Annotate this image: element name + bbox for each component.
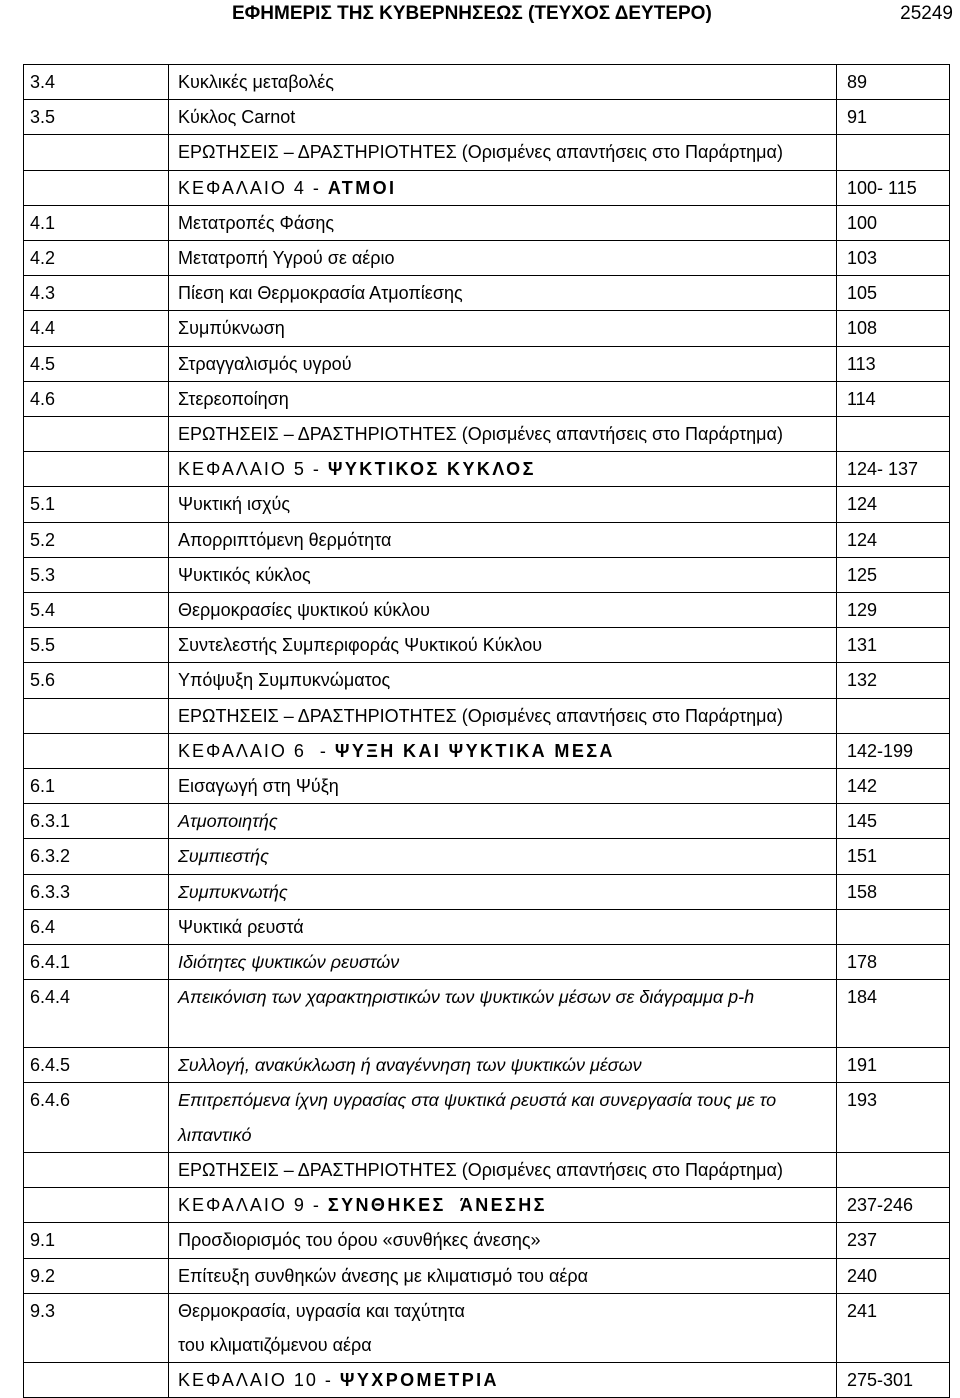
section-title: Συντελεστής Συμπεριφοράς Ψυκτικού Κύκλου <box>169 628 837 663</box>
gazette-title: ΕΦΗΜΕΡΙΣ ΤΗΣ ΚΥΒΕΡΝΗΣΕΩΣ (ΤΕΥΧΟΣ ΔΕΥΤΕΡΟ) <box>232 3 712 24</box>
section-title: Θερμοκρασία, υγρασία και ταχύτητα του κλιματιζόμενου αέρα <box>169 1293 837 1362</box>
section-number: 6.3.1 <box>24 804 169 839</box>
toc-row <box>24 417 950 452</box>
page-ref: 114 <box>837 381 950 416</box>
section-number: 9.1 <box>24 1223 169 1258</box>
page-ref: 124 <box>837 522 950 557</box>
toc-row <box>24 628 950 663</box>
section-number: 5.5 <box>24 628 169 663</box>
section-number <box>24 417 169 452</box>
section-title: Στερεοποίηση <box>169 381 837 416</box>
section-title: Κυκλικές μεταβολές <box>169 65 837 100</box>
page-ref: 142 <box>837 769 950 804</box>
page-ref <box>837 698 950 733</box>
toc-body <box>24 65 950 1398</box>
toc-row <box>24 769 950 804</box>
section-title: Απεικόνιση των χαρακτηριστικών των ψυκτικών μέσων σε διάγραμμα p-h <box>169 980 837 1048</box>
toc-chapter-row <box>24 1363 950 1398</box>
section-title: Μετατροπές Φάσης <box>169 205 837 240</box>
chapter-name: ΨΥΚΤΙΚΟΣ ΚΥΚΛΟΣ <box>327 459 536 480</box>
section-number: 4.1 <box>24 205 169 240</box>
page-ref <box>837 417 950 452</box>
section-title: ΕΡΩΤΗΣΕΙΣ – ΔΡΑΣΤΗΡΙΟΤΗΤΕΣ (Ορισμένες απαντήσεις στο Παράρτημα) <box>169 417 837 452</box>
toc-chapter-row <box>24 170 950 205</box>
page-ref: 191 <box>837 1048 950 1083</box>
section-number: 4.6 <box>24 381 169 416</box>
page-ref: 193 <box>837 1083 950 1152</box>
section-title: Ατμοποιητής <box>169 804 837 839</box>
section-number: 4.2 <box>24 241 169 276</box>
section-number: 6.4.6 <box>24 1083 169 1152</box>
section-title: Θερμοκρασίες ψυκτικού κύκλου <box>169 593 837 628</box>
page-ref: 241 <box>837 1293 950 1362</box>
toc-chapter-row <box>24 733 950 768</box>
chapter-heading <box>169 1188 837 1223</box>
section-number <box>24 1363 169 1398</box>
section-title: Μετατροπή Υγρού σε αέριο <box>169 241 837 276</box>
section-number: 5.6 <box>24 663 169 698</box>
toc-row <box>24 487 950 522</box>
section-number: 6.4 <box>24 909 169 944</box>
toc-row <box>24 1258 950 1293</box>
section-title: Απορριπτόμενη θερμότητα <box>169 522 837 557</box>
toc-row <box>24 1083 950 1152</box>
toc-row <box>24 945 950 980</box>
section-title: Επίτευξη συνθηκών άνεσης με κλιματισμό του αέρα <box>169 1258 837 1293</box>
page-ref: 237 <box>837 1223 950 1258</box>
section-title: Συμπιεστής <box>169 839 837 874</box>
section-number <box>24 170 169 205</box>
section-title: Πίεση και Θερμοκρασία Ατμοπίεσης <box>169 276 837 311</box>
section-title: Ψυκτικός κύκλος <box>169 557 837 592</box>
section-title: Στραγγαλισμός υγρού <box>169 346 837 381</box>
section-number <box>24 698 169 733</box>
section-number <box>24 733 169 768</box>
toc-row <box>24 381 950 416</box>
section-title: Συμπυκνωτής <box>169 874 837 909</box>
toc-row <box>24 522 950 557</box>
toc-row <box>24 135 950 170</box>
page-ref: 158 <box>837 874 950 909</box>
page-ref: 237-246 <box>837 1188 950 1223</box>
page-ref <box>837 135 950 170</box>
chapter-name: ΣΥΝΘΗΚΕΣ ΆΝΕΣΗΣ <box>327 1195 547 1216</box>
toc-row <box>24 1293 950 1362</box>
section-number: 9.3 <box>24 1293 169 1362</box>
section-title: Συμπύκνωση <box>169 311 837 346</box>
section-title: Ψυκτική ισχύς <box>169 487 837 522</box>
section-title: Προσδιορισμός του όρου «συνθήκες άνεσης» <box>169 1223 837 1258</box>
page-ref: 129 <box>837 593 950 628</box>
section-number <box>24 135 169 170</box>
toc-row <box>24 593 950 628</box>
page-ref: 103 <box>837 241 950 276</box>
chapter-prefix: ΚΕΦΑΛΑΙΟ 6 - <box>178 740 335 761</box>
toc-row <box>24 100 950 135</box>
page-ref: 184 <box>837 980 950 1048</box>
table-of-contents <box>23 64 950 1398</box>
chapter-name: ΨΥΞΗ ΚΑΙ ΨΥΚΤΙΚΑ ΜΕΣΑ <box>334 740 615 761</box>
toc-row <box>24 874 950 909</box>
section-number: 3.5 <box>24 100 169 135</box>
page-ref: 131 <box>837 628 950 663</box>
section-title: Υπόψυξη Συμπυκνώματος <box>169 663 837 698</box>
toc-row <box>24 1223 950 1258</box>
section-number: 6.4.1 <box>24 945 169 980</box>
page-ref: 145 <box>837 804 950 839</box>
section-number: 4.3 <box>24 276 169 311</box>
section-title: ΕΡΩΤΗΣΕΙΣ – ΔΡΑΣΤΗΡΙΟΤΗΤΕΣ (Ορισμένες απαντήσεις στο Παράρτημα) <box>169 698 837 733</box>
chapter-name: ΑΤΜΟΙ <box>327 177 397 198</box>
chapter-heading <box>169 452 837 487</box>
toc-row <box>24 346 950 381</box>
chapter-heading <box>169 733 837 768</box>
section-number: 6.4.4 <box>24 980 169 1048</box>
chapter-prefix: ΚΕΦΑΛΑΙΟ 4 - <box>178 177 328 198</box>
chapter-prefix: ΚΕΦΑΛΑΙΟ 9 - <box>178 1195 328 1216</box>
section-number: 3.4 <box>24 65 169 100</box>
toc-row <box>24 1048 950 1083</box>
page-ref <box>837 909 950 944</box>
page-ref <box>837 1152 950 1187</box>
toc-row <box>24 557 950 592</box>
toc-row <box>24 205 950 240</box>
section-number: 4.5 <box>24 346 169 381</box>
toc-row <box>24 1152 950 1187</box>
page-ref: 142-199 <box>837 733 950 768</box>
section-number <box>24 1188 169 1223</box>
page-ref: 178 <box>837 945 950 980</box>
toc-row <box>24 663 950 698</box>
chapter-prefix: ΚΕΦΑΛΑΙΟ 10 - <box>178 1370 340 1391</box>
toc-row <box>24 909 950 944</box>
page-ref: 100- 115 <box>837 170 950 205</box>
section-number <box>24 452 169 487</box>
page-ref: 151 <box>837 839 950 874</box>
page-ref: 113 <box>837 346 950 381</box>
page-ref: 105 <box>837 276 950 311</box>
toc-row <box>24 980 950 1048</box>
page-ref: 132 <box>837 663 950 698</box>
page-ref: 240 <box>837 1258 950 1293</box>
section-title: Επιτρεπόμενα ίχνη υγρασίας στα ψυκτικά ρευστά και συνεργασία τους με το λιπαντικό <box>169 1083 837 1152</box>
toc-row <box>24 698 950 733</box>
chapter-name: ΨΥΧΡΟΜΕΤΡΙΑ <box>339 1370 499 1391</box>
section-title: Ψυκτικά ρευστά <box>169 909 837 944</box>
section-number: 6.3.2 <box>24 839 169 874</box>
toc-row <box>24 241 950 276</box>
toc-chapter-row <box>24 1188 950 1223</box>
page-ref: 124 <box>837 487 950 522</box>
section-number: 4.4 <box>24 311 169 346</box>
toc-row <box>24 839 950 874</box>
section-number: 5.4 <box>24 593 169 628</box>
section-title: Εισαγωγή στη Ψύξη <box>169 769 837 804</box>
section-number: 5.2 <box>24 522 169 557</box>
section-number: 5.1 <box>24 487 169 522</box>
page-header <box>0 0 960 32</box>
section-title: ΕΡΩΤΗΣΕΙΣ – ΔΡΑΣΤΗΡΙΟΤΗΤΕΣ (Ορισμένες απαντήσεις στο Παράρτημα) <box>169 1152 837 1187</box>
page-number: 25249 <box>900 3 953 24</box>
toc-row <box>24 804 950 839</box>
chapter-prefix: ΚΕΦΑΛΑΙΟ 5 - <box>178 459 328 480</box>
toc-row <box>24 311 950 346</box>
section-title: Κύκλος Carnot <box>169 100 837 135</box>
toc-chapter-row <box>24 452 950 487</box>
page-ref: 124- 137 <box>837 452 950 487</box>
page-ref: 91 <box>837 100 950 135</box>
section-number: 6.3.3 <box>24 874 169 909</box>
page-ref: 125 <box>837 557 950 592</box>
section-title: Συλλογή, ανακύκλωση ή αναγέννηση των ψυκτικών μέσων <box>169 1048 837 1083</box>
chapter-heading <box>169 1363 837 1398</box>
section-number <box>24 1152 169 1187</box>
section-number: 6.1 <box>24 769 169 804</box>
section-title: ΕΡΩΤΗΣΕΙΣ – ΔΡΑΣΤΗΡΙΟΤΗΤΕΣ (Ορισμένες απαντήσεις στο Παράρτημα) <box>169 135 837 170</box>
section-number: 6.4.5 <box>24 1048 169 1083</box>
section-number: 9.2 <box>24 1258 169 1293</box>
page-ref: 108 <box>837 311 950 346</box>
section-number: 5.3 <box>24 557 169 592</box>
page-ref: 100 <box>837 205 950 240</box>
toc-row <box>24 276 950 311</box>
toc-row <box>24 65 950 100</box>
page-ref: 275-301 <box>837 1363 950 1398</box>
chapter-heading <box>169 170 837 205</box>
page-ref: 89 <box>837 65 950 100</box>
section-title: Ιδιότητες ψυκτικών ρευστών <box>169 945 837 980</box>
